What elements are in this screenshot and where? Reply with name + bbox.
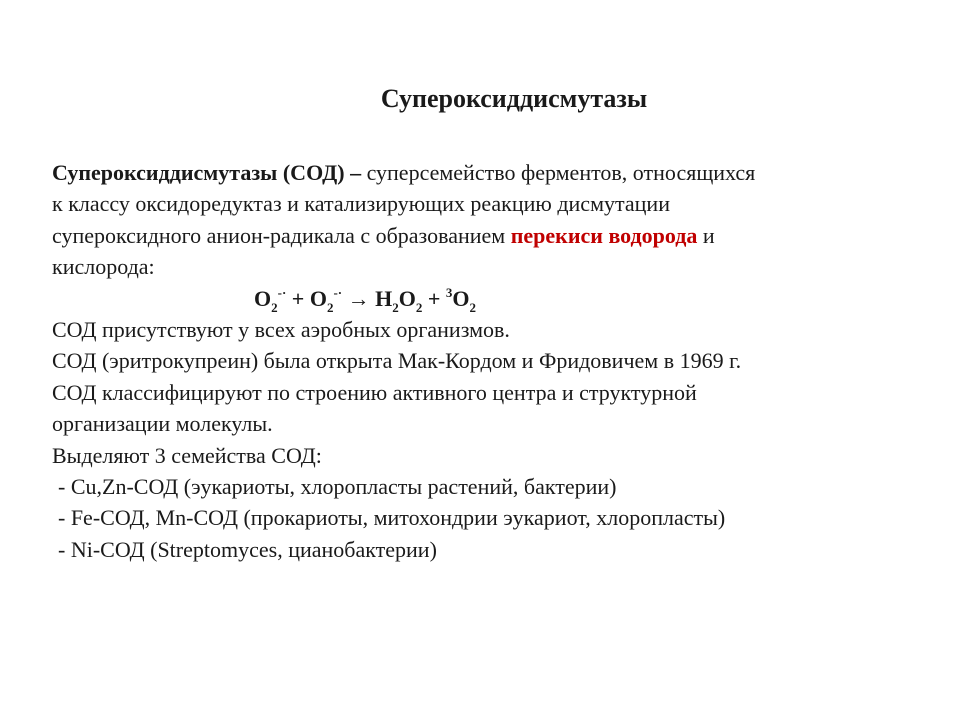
fact-line-2: СОД (эритрокупреин) была открыта Мак-Кордом и Фридовичем в 1969 г. <box>52 348 742 374</box>
definition-line-1 <box>52 157 932 188</box>
fact-line-1: СОД присутствуют у всех аэробных организмов. <box>52 317 510 343</box>
definition-line-3 <box>52 220 932 251</box>
slide-title: Супероксиддисмутазы <box>380 84 648 113</box>
family-list-item-3: - Ni-СОД (Streptomyces, цианобактерии) <box>58 536 437 562</box>
definition-line-3-end: и <box>697 222 715 248</box>
definition-line-2: к классу оксидоредуктаз и катализирующих реакцию дисмутации <box>52 191 670 217</box>
family-list-item-1: - Cu,Zn-СОД (эукариоты, хлоропласты растений, бактерии) <box>58 474 617 500</box>
definition-term: Супероксиддисмутазы (СОД) <box>52 160 345 185</box>
definition-line-3-start: супероксидного анион-радикала с образованием <box>52 222 511 248</box>
fact-line-5: Выделяют 3 семейства СОД: <box>52 442 322 468</box>
hydrogen-peroxide-highlight: перекиси водорода <box>510 222 698 248</box>
fact-line-4: организации молекулы. <box>52 411 273 437</box>
slide-body <box>52 157 932 565</box>
dismutation-equation: $O_2^{-\cdot} + O_2^{-\cdot} \to H_2O_2 + ^3O_2$ <box>254 284 477 315</box>
definition-line-4: кислорода: <box>52 254 155 280</box>
family-list-item-2: - Fe-СОД, Mn-СОД (прокариоты, митохондрии эукариот, хлоропласты) <box>58 505 726 531</box>
fact-line-3: СОД классифицируют по строению активного центра и структурной <box>52 379 697 405</box>
definition-dash: – <box>344 160 367 185</box>
definition-line-1-text: суперсемейство ферментов, относящихся <box>366 160 756 185</box>
